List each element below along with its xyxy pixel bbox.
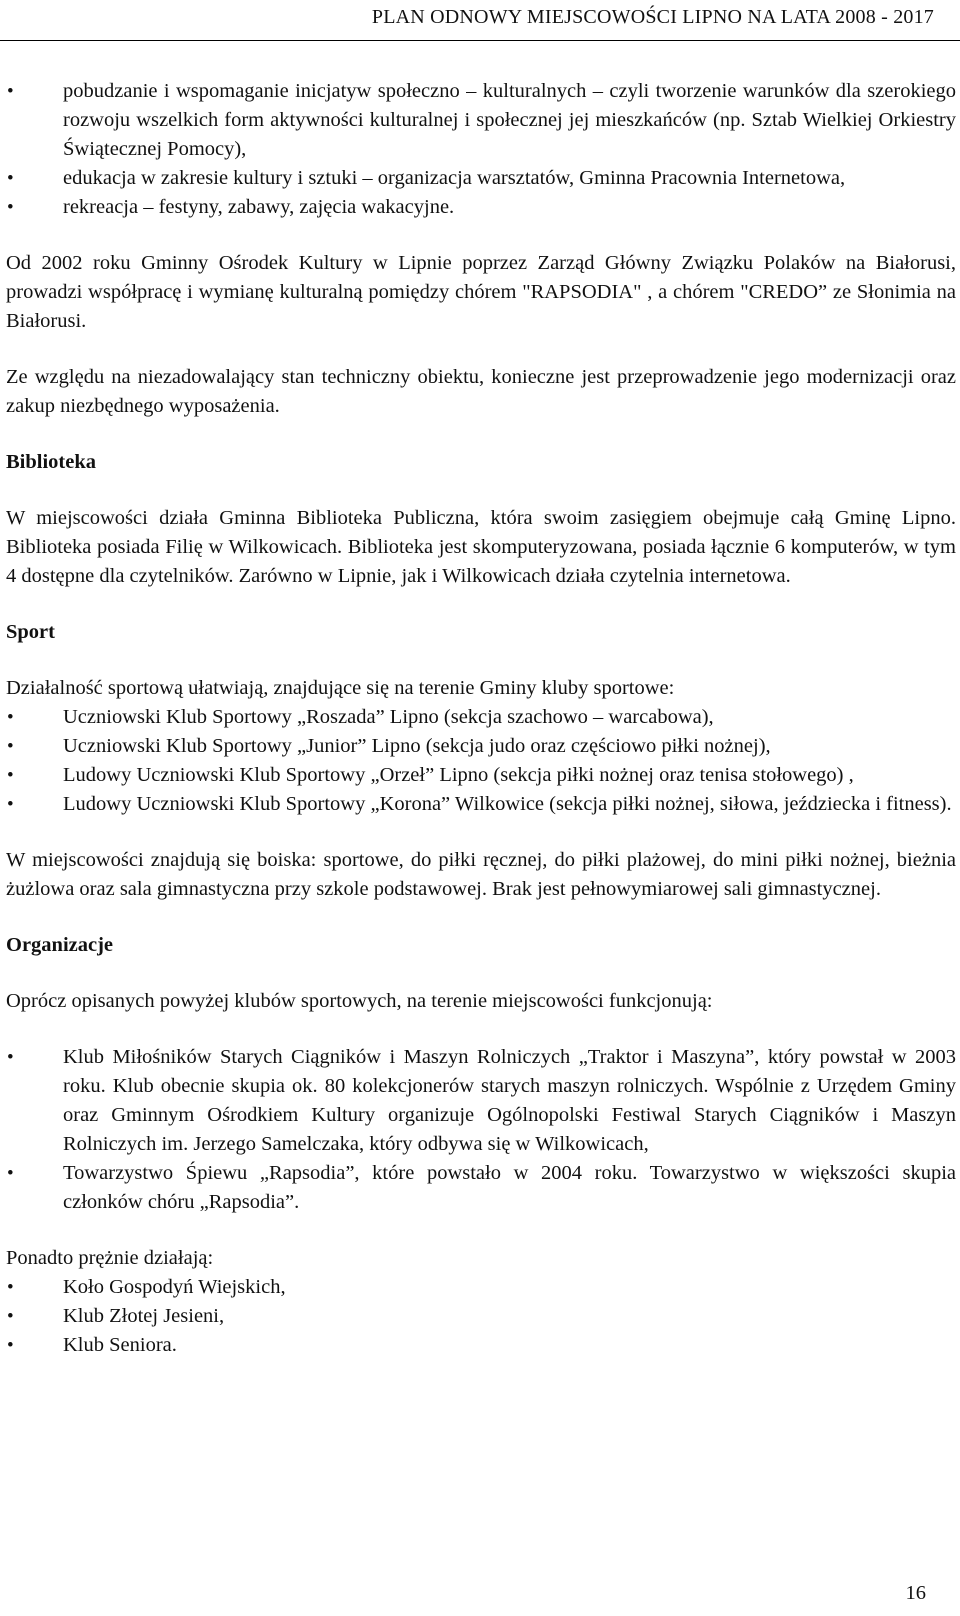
list-item: • Klub Złotej Jesieni, xyxy=(6,1302,956,1331)
bullet-icon: • xyxy=(7,794,14,815)
page-number: 16 xyxy=(905,1582,926,1604)
list-item: • Uczniowski Klub Sportowy „Junior” Lipno (sekcja judo oraz częściowo piłki nożnej), xyxy=(6,732,956,761)
bullet-icon: • xyxy=(7,1306,14,1327)
bullet-icon: • xyxy=(7,1163,14,1184)
list-item: • Klub Seniora. xyxy=(6,1331,956,1360)
library-paragraph: W miejscowości działa Gminna Biblioteka Publiczna, która swoim zasięgiem obejmuje całą Gminę Lipno. Biblioteka posiada Filię w Wilkowicach. Biblioteka jest skomputeryzowana, posiada łącznie 6 komputerów, w tym 4 dostępne dla czytelników. Zarówno w Lipnie, jak i Wilkowicach działa czytelnia internetowa. xyxy=(6,507,956,587)
bullet-icon: • xyxy=(7,1277,14,1298)
bullet-icon: • xyxy=(7,1047,14,1068)
list-item: • pobudzanie i wspomaganie inicjatyw społeczno – kulturalnych – czyli tworzenie warunków dla szerokiego rozwoju wszelkich form aktywności kulturalnej i społecznej jej mieszkańców (np. Sztab Wielkiej Orkiestry Świątecznej Pomocy), xyxy=(6,77,956,164)
list-item: • rekreacja – festyny, zabawy, zajęcia wakacyjne. xyxy=(6,193,956,222)
bullet-icon: • xyxy=(7,765,14,786)
list-item: • Uczniowski Klub Sportowy „Roszada” Lipno (sekcja szachowo – warcabowa), xyxy=(6,703,956,732)
sport-heading: Sport xyxy=(6,621,55,643)
culture-activities-list xyxy=(6,77,956,222)
header-title: PLAN ODNOWY MIEJSCOWOŚCI LIPNO NA LATA 2008 - 2017 xyxy=(371,6,934,28)
list-item: • Towarzystwo Śpiewu „Rapsodia”, które powstało w 2004 roku. Towarzystwo w większości skupia członków chóru „Rapsodia”. xyxy=(6,1159,956,1217)
other-organizations-intro: Ponadto prężnie działają: xyxy=(6,1247,214,1269)
culture-cooperation-paragraph: Od 2002 roku Gminny Ośrodek Kultury w Lipnie poprzez Zarząd Główny Związku Polaków na Białorusi, prowadzi współpracę i wymianę kulturalną pomiędzy chórem "RAPSODIA" , a chórem "CREDO” ze Słonimia na Białorusi. xyxy=(6,252,956,332)
bullet-icon: • xyxy=(7,197,14,218)
bullet-icon: • xyxy=(7,1335,14,1356)
sport-intro: Działalność sportową ułatwiają, znajdujące się na terenie Gminy kluby sportowe: xyxy=(6,677,675,699)
bullet-icon: • xyxy=(7,81,14,102)
organizations-list xyxy=(6,1043,956,1217)
organizations-heading: Organizacje xyxy=(6,934,114,956)
library-heading: Biblioteka xyxy=(6,451,96,473)
bullet-icon: • xyxy=(7,707,14,728)
list-item: • Ludowy Uczniowski Klub Sportowy „Korona” Wilkowice (sekcja piłki nożnej, siłowa, jeździecka i fitness). xyxy=(6,790,956,819)
page-header xyxy=(0,0,960,41)
list-item: • Koło Gospodyń Wiejskich, xyxy=(6,1273,956,1302)
bullet-icon: • xyxy=(7,168,14,189)
list-item: • edukacja w zakresie kultury i sztuki – organizacja warsztatów, Gminna Pracownia Internetowa, xyxy=(6,164,956,193)
page-content xyxy=(6,77,956,1360)
culture-modernization-paragraph: Ze względu na niezadowalający stan techniczny obiektu, konieczne jest przeprowadzenie jego modernizacji oraz zakup niezbędnego wyposażenia. xyxy=(6,366,956,417)
sport-fields-paragraph: W miejscowości znajdują się boiska: sportowe, do piłki ręcznej, do piłki plażowej, do mini piłki nożnej, bieżnia żużlowa oraz sala gimnastyczna przy szkole podstawowej. Brak jest pełnowymiarowej sali gimnastycznej. xyxy=(6,849,956,900)
list-item: • Ludowy Uczniowski Klub Sportowy „Orzeł” Lipno (sekcja piłki nożnej oraz tenisa stołowego) , xyxy=(6,761,956,790)
sport-clubs-list xyxy=(6,703,956,819)
bullet-icon: • xyxy=(7,736,14,757)
organizations-intro: Oprócz opisanych powyżej klubów sportowych, na terenie miejscowości funkcjonują: xyxy=(6,990,713,1012)
list-item: • Klub Miłośników Starych Ciągników i Maszyn Rolniczych „Traktor i Maszyna”, który powstał w 2003 roku. Klub obecnie skupia ok. 80 kolekcjonerów starych maszyn rolniczych. Wspólnie z Urzędem Gminy oraz Gminnym Ośrodkiem Kultury organizuje Ogólnopolski Festiwal Starych Ciągników i Maszyn Rolniczych im. Jerzego Samelczaka, który odbywa się w Wilkowicach, xyxy=(6,1043,956,1159)
other-organizations-list xyxy=(6,1273,956,1360)
